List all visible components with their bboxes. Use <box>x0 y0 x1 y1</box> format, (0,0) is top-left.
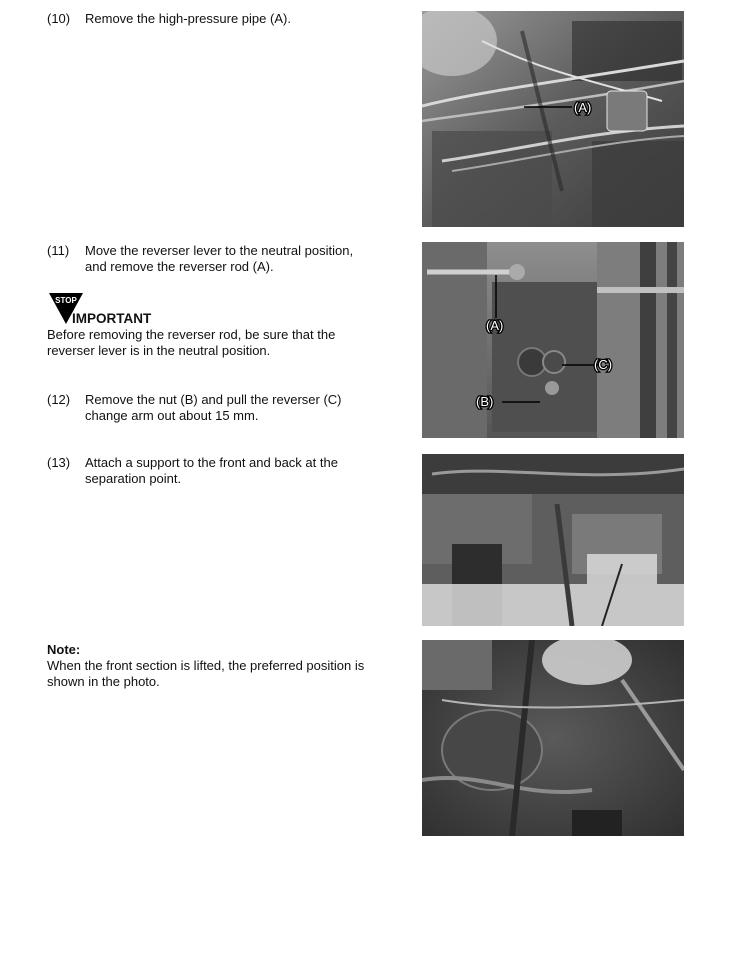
step-text: Move the reverser lever to the neutral position, and remove the reverser rod (A). <box>85 243 354 274</box>
step-number: (12) <box>47 392 71 407</box>
photo-preferred-lift-position <box>422 640 684 836</box>
photo-support-separation-point <box>422 454 684 626</box>
step-number: (11) <box>47 243 70 258</box>
important-heading: IMPORTANT <box>72 311 152 326</box>
step-text: Remove the high-pressure pipe (A). <box>85 11 291 26</box>
callout-label-a: (A) <box>574 100 592 115</box>
callout-label-c: (C) <box>594 357 613 372</box>
step-number: (13) <box>47 455 71 470</box>
note-text: When the front section is lifted, the preferred position is shown in the photo. <box>47 658 365 689</box>
note-heading: Note: <box>47 642 81 657</box>
callout-label-b: (B) <box>476 394 494 409</box>
photo-high-pressure-pipe <box>422 11 684 227</box>
step-text: Remove the nut (B) and pull the reverser (C) change arm out about 15 mm. <box>85 392 342 423</box>
step-text: Attach a support to the front and back at the separation point. <box>85 455 338 486</box>
stop-sign-text: STOP <box>55 296 77 305</box>
step-number: (10) <box>47 11 71 26</box>
photo-reverser-rod <box>422 242 684 438</box>
important-text: Before removing the reverser rod, be sure that the reverser lever is in the neutral position. <box>47 327 336 358</box>
callout-label-a: (A) <box>486 318 504 333</box>
